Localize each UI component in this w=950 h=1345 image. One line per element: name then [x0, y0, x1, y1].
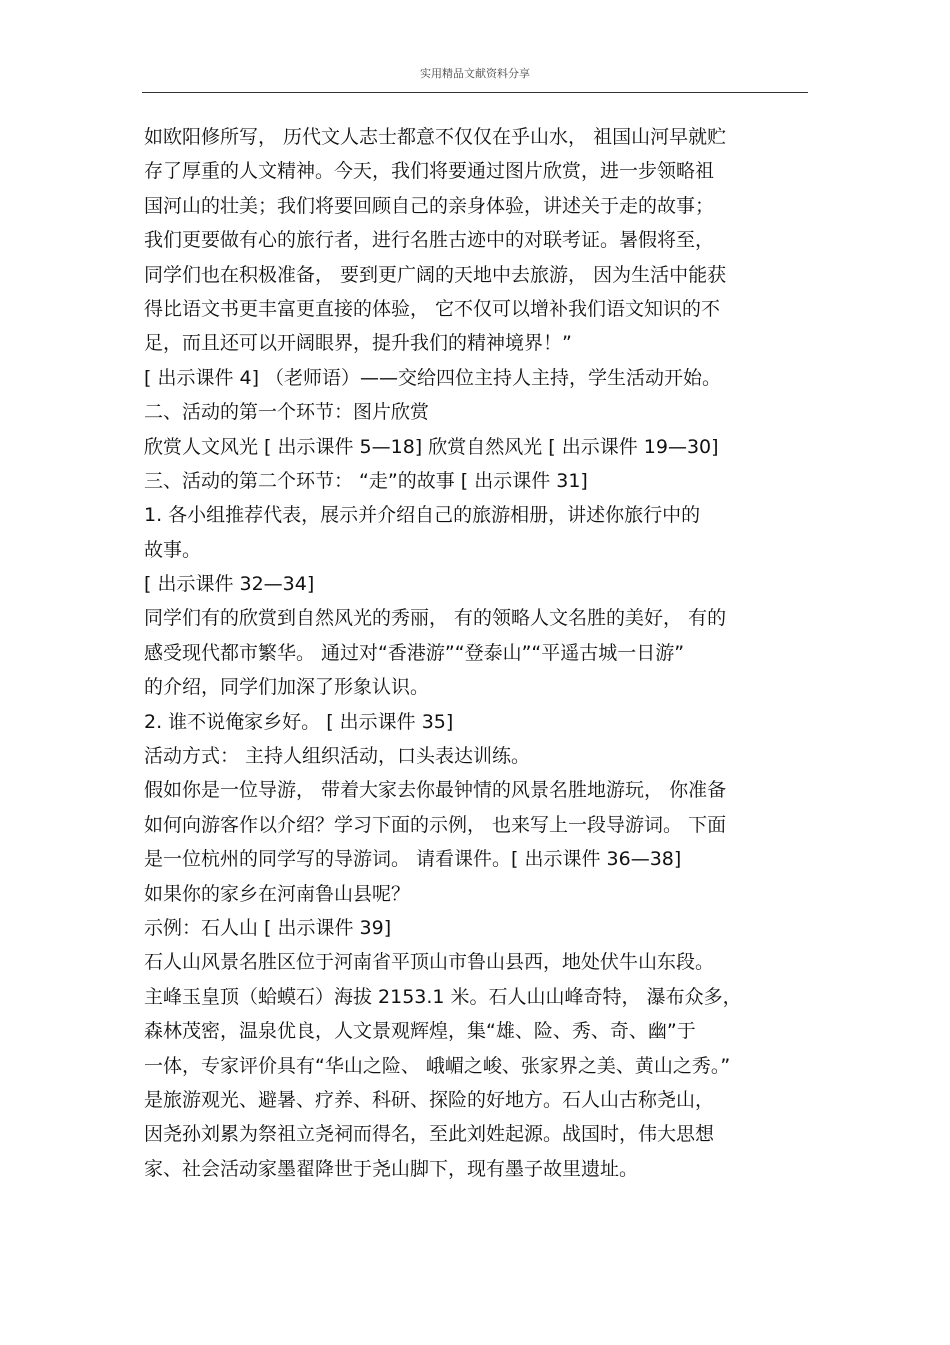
document-body [144, 120, 814, 1186]
text-line: 主峰玉皇顶（蛤蟆石）海拔 2153.1 米。石人山山峰奇特， 瀑布众多， [144, 985, 742, 1008]
section-heading: 三、活动的第二个环节： “走”的故事 [ 出示课件 31] [144, 469, 588, 492]
header-text: 实用精品文献资料分享 [420, 67, 530, 80]
text-line: 同学们有的欣赏到自然风光的秀丽， 有的领略人文名胜的美好， 有的 [144, 607, 727, 630]
text-line: 故事。 [144, 538, 202, 561]
text-line: 是旅游观光、避暑、疗养、科研、探险的好地方。石人山古称尧山， [144, 1088, 715, 1111]
text-line: 如果你的家乡在河南鲁山县呢？ [144, 882, 411, 905]
text-line: 因尧孙刘累为祭祖立尧祠而得名，至此刘姓起源。战国时，伟大思想 [144, 1123, 715, 1146]
text-line: 森林茂密，温泉优良，人文景观辉煌，集“雄、险、秀、奇、幽”于 [144, 1020, 696, 1043]
text-line: 欣赏人文风光 [ 出示课件 5—18] 欣赏自然风光 [ 出示课件 19—30] [144, 435, 719, 458]
text-line: 是一位杭州的同学写的导游词。 请看课件。[ 出示课件 36—38] [144, 848, 682, 871]
text-line: 活动方式： 主持人组织活动，口头表达训练。 [144, 745, 531, 768]
text-line: 国河山的壮美；我们将要回顾自己的亲身体验，讲述关于走的故事； [144, 194, 715, 217]
text-line: 同学们也在积极准备， 要到更广阔的天地中去旅游， 因为生活中能获 [144, 263, 727, 286]
text-line: 石人山风景名胜区位于河南省平顶山市鲁山县西，地处伏牛山东段。 [144, 951, 715, 974]
text-line: 如欧阳修所写， 历代文人志士都意不仅仅在乎山水， 祖国山河早就贮 [144, 126, 727, 148]
text-line: 如何向游客作以介绍？学习下面的示例， 也来写上一段导游词。 下面 [144, 813, 727, 836]
text-line: 假如你是一位导游， 带着大家去你最钟情的风景名胜地游玩， 你准备 [144, 779, 727, 802]
text-line: 感受现代都市繁华。 通过对“香港游”“登泰山”“平遥古城一日游” [144, 641, 685, 664]
text-line: [ 出示课件 4] （老师语）——交给四位主持人主持，学生活动开始。 [144, 366, 722, 389]
text-line: 得比语文书更丰富更直接的体验， 它不仅可以增补我们语文知识的不 [144, 297, 721, 320]
page-header [142, 62, 808, 93]
text-line: 家、社会活动家墨翟降世于尧山脚下，现有墨子故里遗址。 [144, 1157, 639, 1180]
text-line: 我们更要做有心的旅行者，进行名胜古迹中的对联考证。暑假将至， [144, 229, 715, 252]
text-line: 足，而且还可以开阔眼界，提升我们的精神境界！” [144, 332, 572, 355]
text-line: 2. 谁不说俺家乡好。 [ 出示课件 35] [144, 710, 454, 733]
text-line: 示例：石人山 [ 出示课件 39] [144, 916, 392, 939]
text-line: 存了厚重的人文精神。今天，我们将要通过图片欣赏，进一步领略祖 [144, 160, 715, 183]
text-line: 1. 各小组推荐代表，展示并介绍自己的旅游相册，讲述你旅行中的 [144, 504, 701, 527]
text-line: 的介绍，同学们加深了形象认识。 [144, 676, 430, 699]
text-line: 一体，专家评价具有“华山之险、 峨嵋之峻、张家界之美、黄山之秀。” [144, 1054, 731, 1077]
text-line: [ 出示课件 32—34] [144, 573, 315, 596]
section-heading: 二、活动的第一个环节：图片欣赏 [144, 401, 430, 424]
